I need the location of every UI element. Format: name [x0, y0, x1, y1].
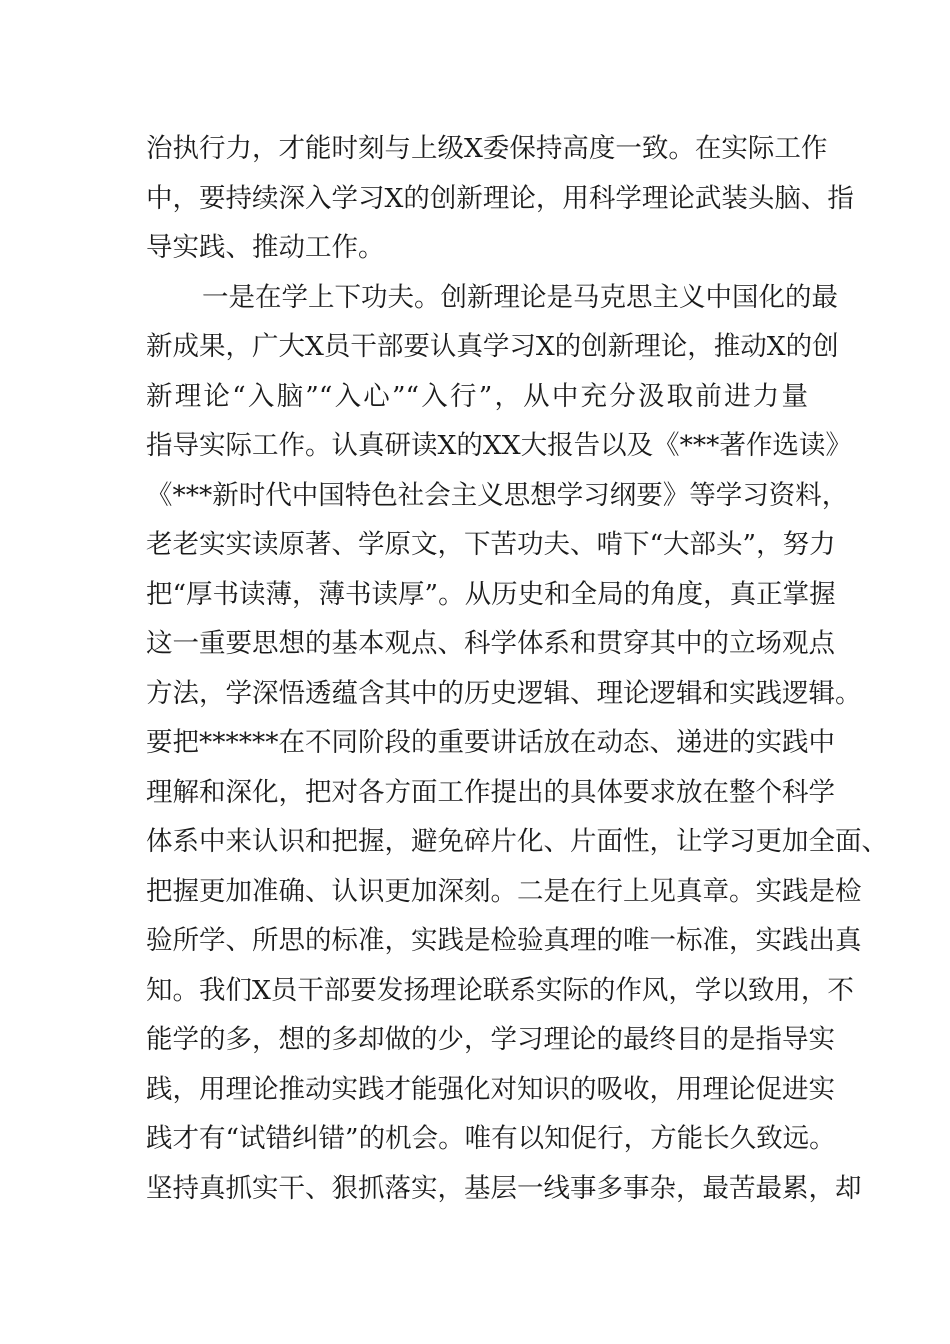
text-line: 《***新时代中国特色社会主义思想学习纲要》等学习资料， [146, 479, 849, 511]
text-line: 中，要持续深入学习X的创新理论，用科学理论武装头脑、指 [146, 182, 854, 214]
text-line [146, 1213, 808, 1263]
paragraph-2 [146, 273, 888, 1263]
text-line: 导实践、推动工作。 [146, 232, 385, 263]
text-line: 方法，学深悟透蕴含其中的历史逻辑、理论逻辑和实践逻辑。 [146, 677, 862, 709]
text-line: 理解和深化，把对各方面工作提出的具体要求放在整个科学 [146, 776, 835, 808]
text-line: 新成果，广大X员干部要认真学习X的创新理论，推动X的创 [146, 331, 839, 362]
text-line: 能学的多，想的多却做的少，学习理论的最终目的是指导实 [146, 1024, 835, 1055]
text-line: 知。我们X员干部要发扬理论联系实际的作风，学以致用，不 [146, 974, 854, 1006]
text-line: 坚持真抓实干、狠抓落实，基层一线事多事杂，最苦最累，却 [146, 1172, 862, 1204]
text-line: 要把******在不同阶段的重要讲话放在动态、递进的实践中 [146, 727, 835, 758]
text-line: 指导实际工作。认真研读X的XX大报告以及《***著作选读》 [146, 430, 852, 461]
text-line: 新理论“入脑”“入心”“入行”，从中充分汲取前进力量 [146, 380, 808, 412]
text-line: 治执行力，才能时刻与上级X委保持高度一致。在实际工作 [146, 133, 828, 164]
paragraph-1 [146, 124, 854, 273]
text-line: 验所学、所思的标准，实践是检验真理的唯一标准，实践出真 [146, 925, 862, 956]
text-line: 老老实实读原著、学原文，下苦功夫、啃下“大部头”，努力 [146, 529, 836, 560]
text-line: 体系中来认识和把握，避免碎片化、片面性，让学习更加全面、 [146, 826, 888, 857]
text-line: 践才有“试错纠错”的机会。唯有以知促行，方能长久致远。 [146, 1123, 836, 1154]
body-text [146, 124, 888, 1263]
text-line: 践，用理论推动实践才能强化对知识的吸收，用理论促进实 [146, 1073, 835, 1105]
text-line: 把“厚书读薄，薄书读厚”。从历史和全局的角度，真正掌握 [146, 578, 836, 610]
text-line: 一是在学上下功夫。创新理论是马克思主义中国化的最 [202, 281, 838, 313]
text-line: 把握更加准确、认识更加深刻。二是在行上见真章。实践是检 [146, 875, 862, 907]
text-line: 这一重要思想的基本观点、科学体系和贯穿其中的立场观点 [146, 628, 835, 659]
